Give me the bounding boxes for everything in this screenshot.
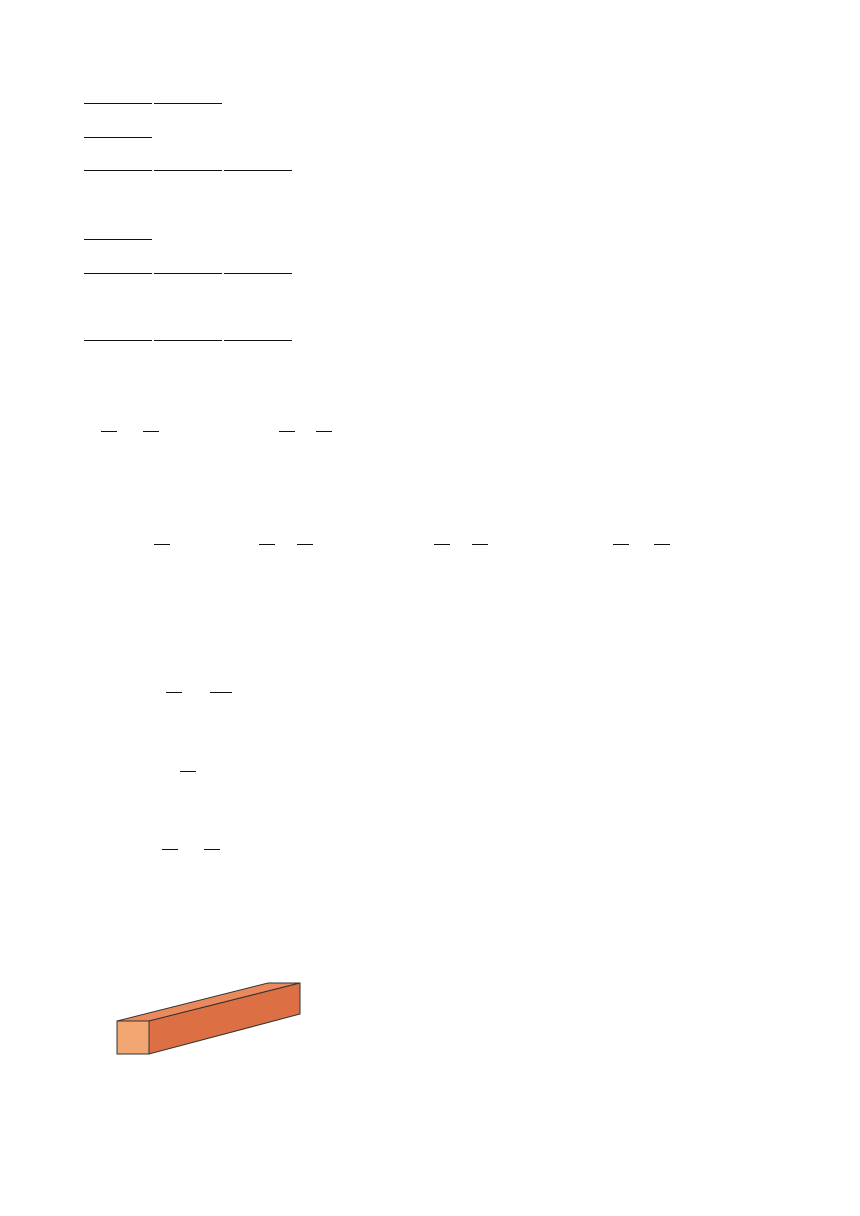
answer-blank[interactable]: [84, 156, 152, 171]
fraction: [297, 522, 313, 567]
answer-blank[interactable]: [224, 259, 292, 274]
answer-blank[interactable]: [84, 123, 152, 138]
fraction: [101, 409, 117, 454]
question-16: [83, 325, 293, 345]
question-14-line2: [83, 224, 153, 244]
question-12: [83, 88, 223, 108]
question-13-line2: [83, 155, 293, 175]
fraction: [259, 522, 275, 567]
fraction: [613, 522, 629, 567]
answer-blank[interactable]: [154, 326, 222, 341]
question-15: [83, 258, 293, 278]
fraction: [162, 827, 178, 872]
fraction: [434, 522, 450, 567]
question-13: [83, 122, 153, 142]
answer-blank[interactable]: [84, 259, 152, 274]
fraction: [316, 409, 332, 454]
answer-blank[interactable]: [224, 326, 292, 341]
fraction: [204, 827, 220, 872]
fraction: [472, 522, 488, 567]
answer-blank[interactable]: [84, 225, 152, 240]
answer-blank[interactable]: [84, 326, 152, 341]
fraction: [210, 670, 232, 715]
fraction: [654, 522, 670, 567]
fraction: [166, 670, 182, 715]
answer-blank[interactable]: [154, 156, 222, 171]
beam-front-face: [117, 1021, 149, 1054]
fraction: [180, 749, 196, 794]
fraction: [143, 409, 159, 454]
answer-blank[interactable]: [224, 156, 292, 171]
answer-blank[interactable]: [84, 89, 152, 104]
answer-blank[interactable]: [154, 89, 222, 104]
fraction: [154, 522, 170, 567]
fraction: [279, 409, 295, 454]
wooden-beam-figure: [110, 978, 310, 1078]
answer-blank[interactable]: [154, 259, 222, 274]
